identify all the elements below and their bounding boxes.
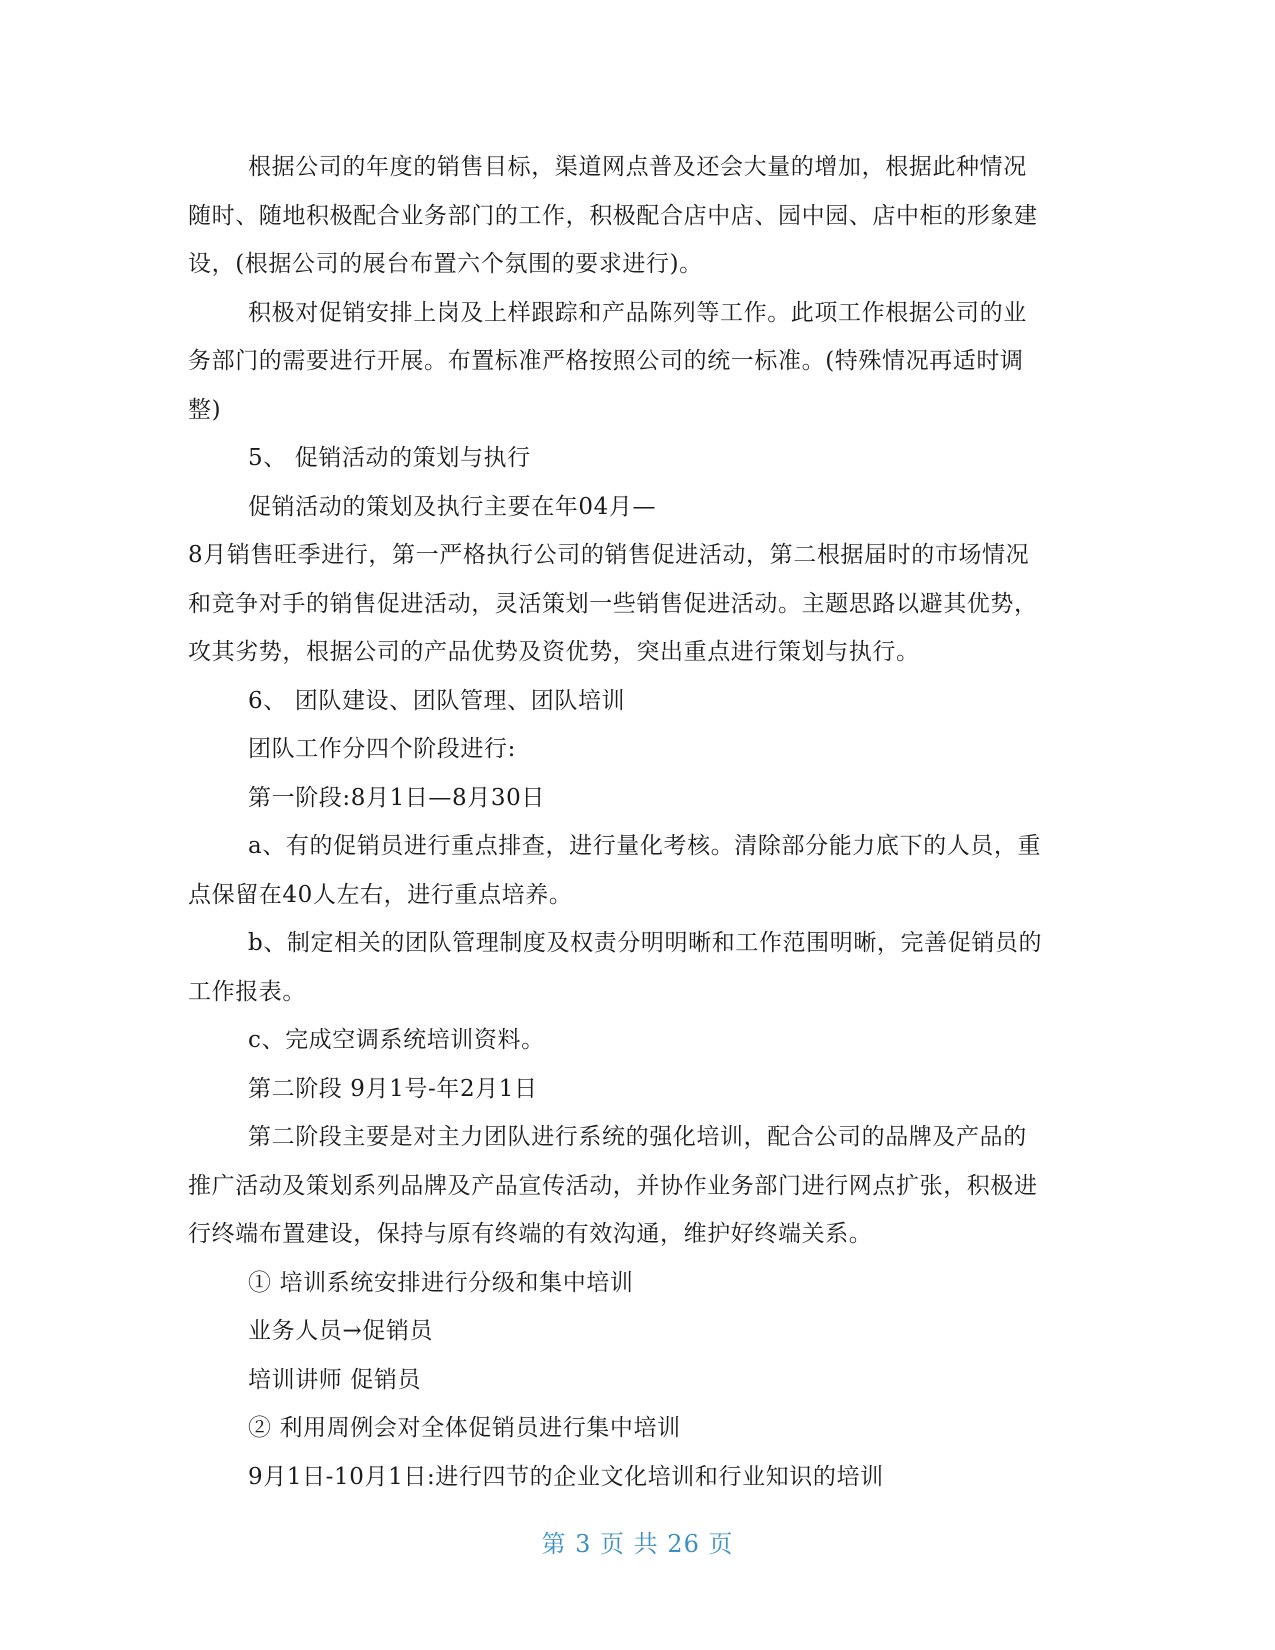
list-item: ② 利用周例会对全体促销员进行集中培训 [248,1415,681,1441]
paragraph-line: 根据公司的年度的销售目标，渠道网点普及还会大量的增加，根据此种情况 [248,154,1027,180]
paragraph-line: 行终端布置建设，保持与原有终端的有效沟通，维护好终端关系。 [188,1221,873,1247]
paragraph-line: 促销活动的策划及执行主要在年04月— [248,493,657,520]
paragraph-line: 攻其劣势，根据公司的产品优势及资优势，突出重点进行策划与执行。 [188,639,920,665]
paragraph-line: 和竞争对手的销售促进活动，灵活策划一些销售促进活动。主题思路以避其优势， [188,590,1038,617]
document-body [188,143,1093,1501]
phase-heading: 第一阶段:8月1日—8月30日 [248,784,545,811]
page-number-footer: 第 3 页 共 26 页 [541,1530,734,1558]
phase-heading: 第二阶段 9月1号-年2月1日 [248,1075,538,1102]
paragraph-line: c、完成空调系统培训资料。 [248,1027,545,1053]
paragraph-line: 随时、随地积极配合业务部门的工作，积极配合店中店、园中园、店中柜的形象建 [188,202,1038,229]
paragraph-line: 业务人员→促销员 [248,1318,434,1344]
paragraph-line: a、有的促销员进行重点排查，进行量化考核。清除部分能力底下的人员，重 [248,833,1042,859]
paragraph-line: 点保留在40人左右，进行重点培养。 [188,881,573,908]
paragraph-line: 团队工作分四个阶段进行: [248,736,516,762]
paragraph-line: 整) [188,396,222,423]
section-heading: 5、 促销活动的策划与执行 [248,445,531,471]
paragraph-line: 8月销售旺季进行，第一严格执行公司的销售促进活动，第二根据届时的市场情况 [188,542,1030,568]
paragraph-line: 推广活动及策划系列品牌及产品宣传活动，并协作业务部门进行网点扩张，积极进 [188,1172,1038,1199]
paragraph-line: 第二阶段主要是对主力团队进行系统的强化培训，配合公司的品牌及产品的 [248,1124,1027,1150]
list-item: ① 培训系统安排进行分级和集中培训 [248,1269,634,1296]
paragraph-line: b、制定相关的团队管理制度及权责分明明晰和工作范围明晰，完善促销员的 [248,930,1043,956]
section-heading: 6、 团队建设、团队管理、团队培训 [248,687,626,714]
paragraph-line: 工作报表。 [188,978,306,1005]
paragraph-line: 9月1日-10月1日:进行四节的企业文化培训和行业知识的培训 [248,1463,884,1490]
paragraph-line: 设，(根据公司的展台布置六个氛围的要求进行)。 [188,251,703,277]
paragraph-line: 培训讲师 促销员 [248,1366,422,1393]
paragraph-line: 务部门的需要进行开展。布置标准严格按照公司的统一标准。(特殊情况再适时调 [188,348,1024,374]
paragraph-line: 积极对促销安排上岗及上样跟踪和产品陈列等工作。此项工作根据公司的业 [248,299,1027,326]
